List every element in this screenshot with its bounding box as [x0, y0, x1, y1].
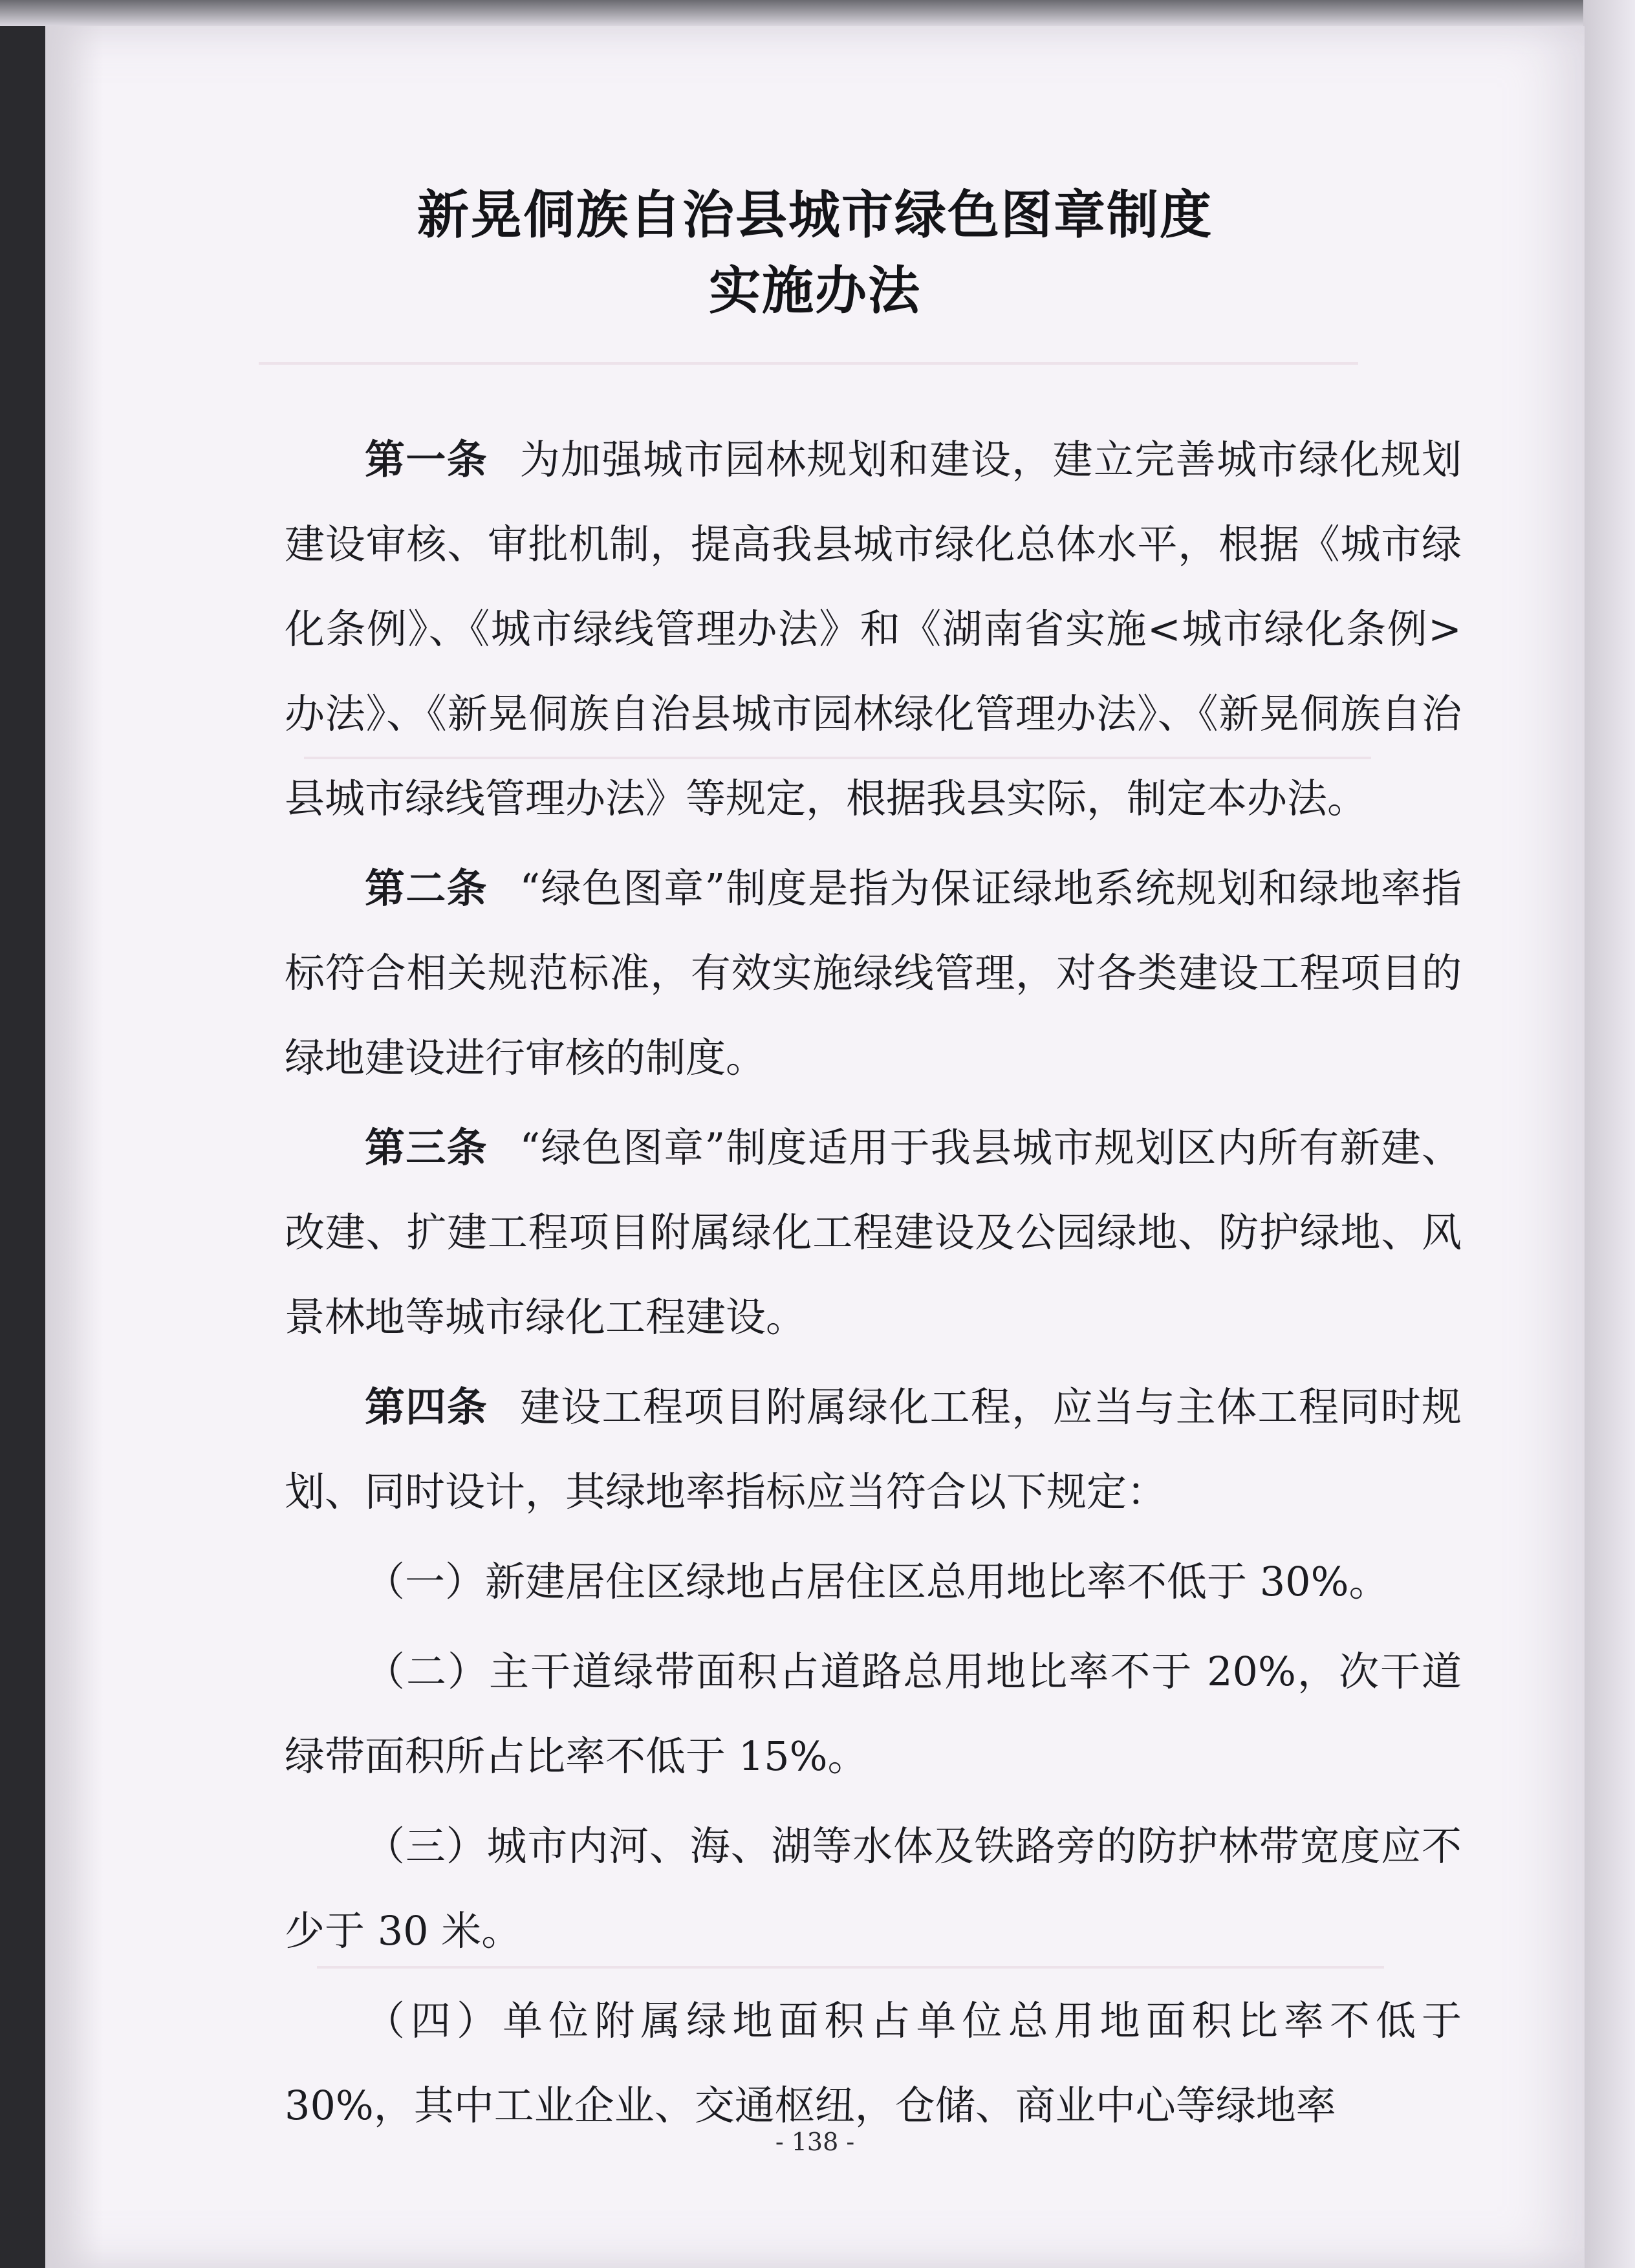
- article-text: “绿色图章”制度适用于我县城市规划区内所有新建、改建、扩建工程项目附属绿化工程建设及公园绿地、防护绿地、风景林地等城市绿化工程建设。: [285, 1124, 1462, 1341]
- document-body: [285, 417, 1462, 2148]
- document-title-line-2: 实施办法: [709, 261, 921, 321]
- article-text: 建设工程项目附属绿化工程，应当与主体工程同时规划、同时设计，其绿地率指标应当符合以下规定：: [285, 1383, 1462, 1515]
- bleed-through-mark: [259, 362, 1358, 365]
- article-text: 为加强城市园林规划和建设，建立完善城市绿化规划建设审核、审批机制，提高我县城市绿化总体水平，根据《城市绿化条例》、《城市绿线管理办法》和《湖南省实施<城市绿化条例>办法》、《新晃侗族自治县城市园林绿化管理办法》、《新晃侗族自治县城市绿线管理办法》等规定，根据我县实际，制定本办法。: [285, 436, 1462, 822]
- article-heading: 第一条: [365, 436, 488, 483]
- article-2: [285, 846, 1462, 1100]
- article-heading: 第二条: [365, 865, 488, 912]
- list-item: （三）城市内河、海、湖等水体及铁路旁的防护林带宽度应不少于 30 米。: [285, 1822, 1462, 1954]
- binding-shadow: [45, 26, 103, 2268]
- list-item: （一）新建居住区绿地占居住区总用地比率不低于 30%。: [365, 1558, 1389, 1605]
- scan-edge-top: [0, 0, 1635, 26]
- scan-edge-right: [1583, 0, 1635, 2268]
- article-text: “绿色图章”制度是指为保证绿地系统规划和绿地率指标符合相关规范标准，有效实施绿线管理，对各类建设工程项目的绿地建设进行审核的制度。: [285, 865, 1462, 1081]
- document-title-line-1: 新晃侗族自治县城市绿色图章制度: [417, 185, 1213, 245]
- list-item: （二）主干道绿带面积占道路总用地比率不于 20%，次干道绿带面积所占比率不低于 15%。: [285, 1648, 1462, 1780]
- article-1: [285, 417, 1462, 841]
- article-4: [285, 1365, 1462, 1534]
- page-number: - 138 -: [775, 2128, 855, 2156]
- list-item: （四）单位附属绿地面积占单位总用地面积比率不低于 30%，其中工业企业、交通枢纽，仓储、商业中心等绿地率: [285, 1997, 1462, 2129]
- document-page: [45, 26, 1585, 2268]
- article-heading: 第四条: [365, 1383, 488, 1431]
- article-heading: 第三条: [365, 1124, 488, 1171]
- article-3: [285, 1105, 1462, 1359]
